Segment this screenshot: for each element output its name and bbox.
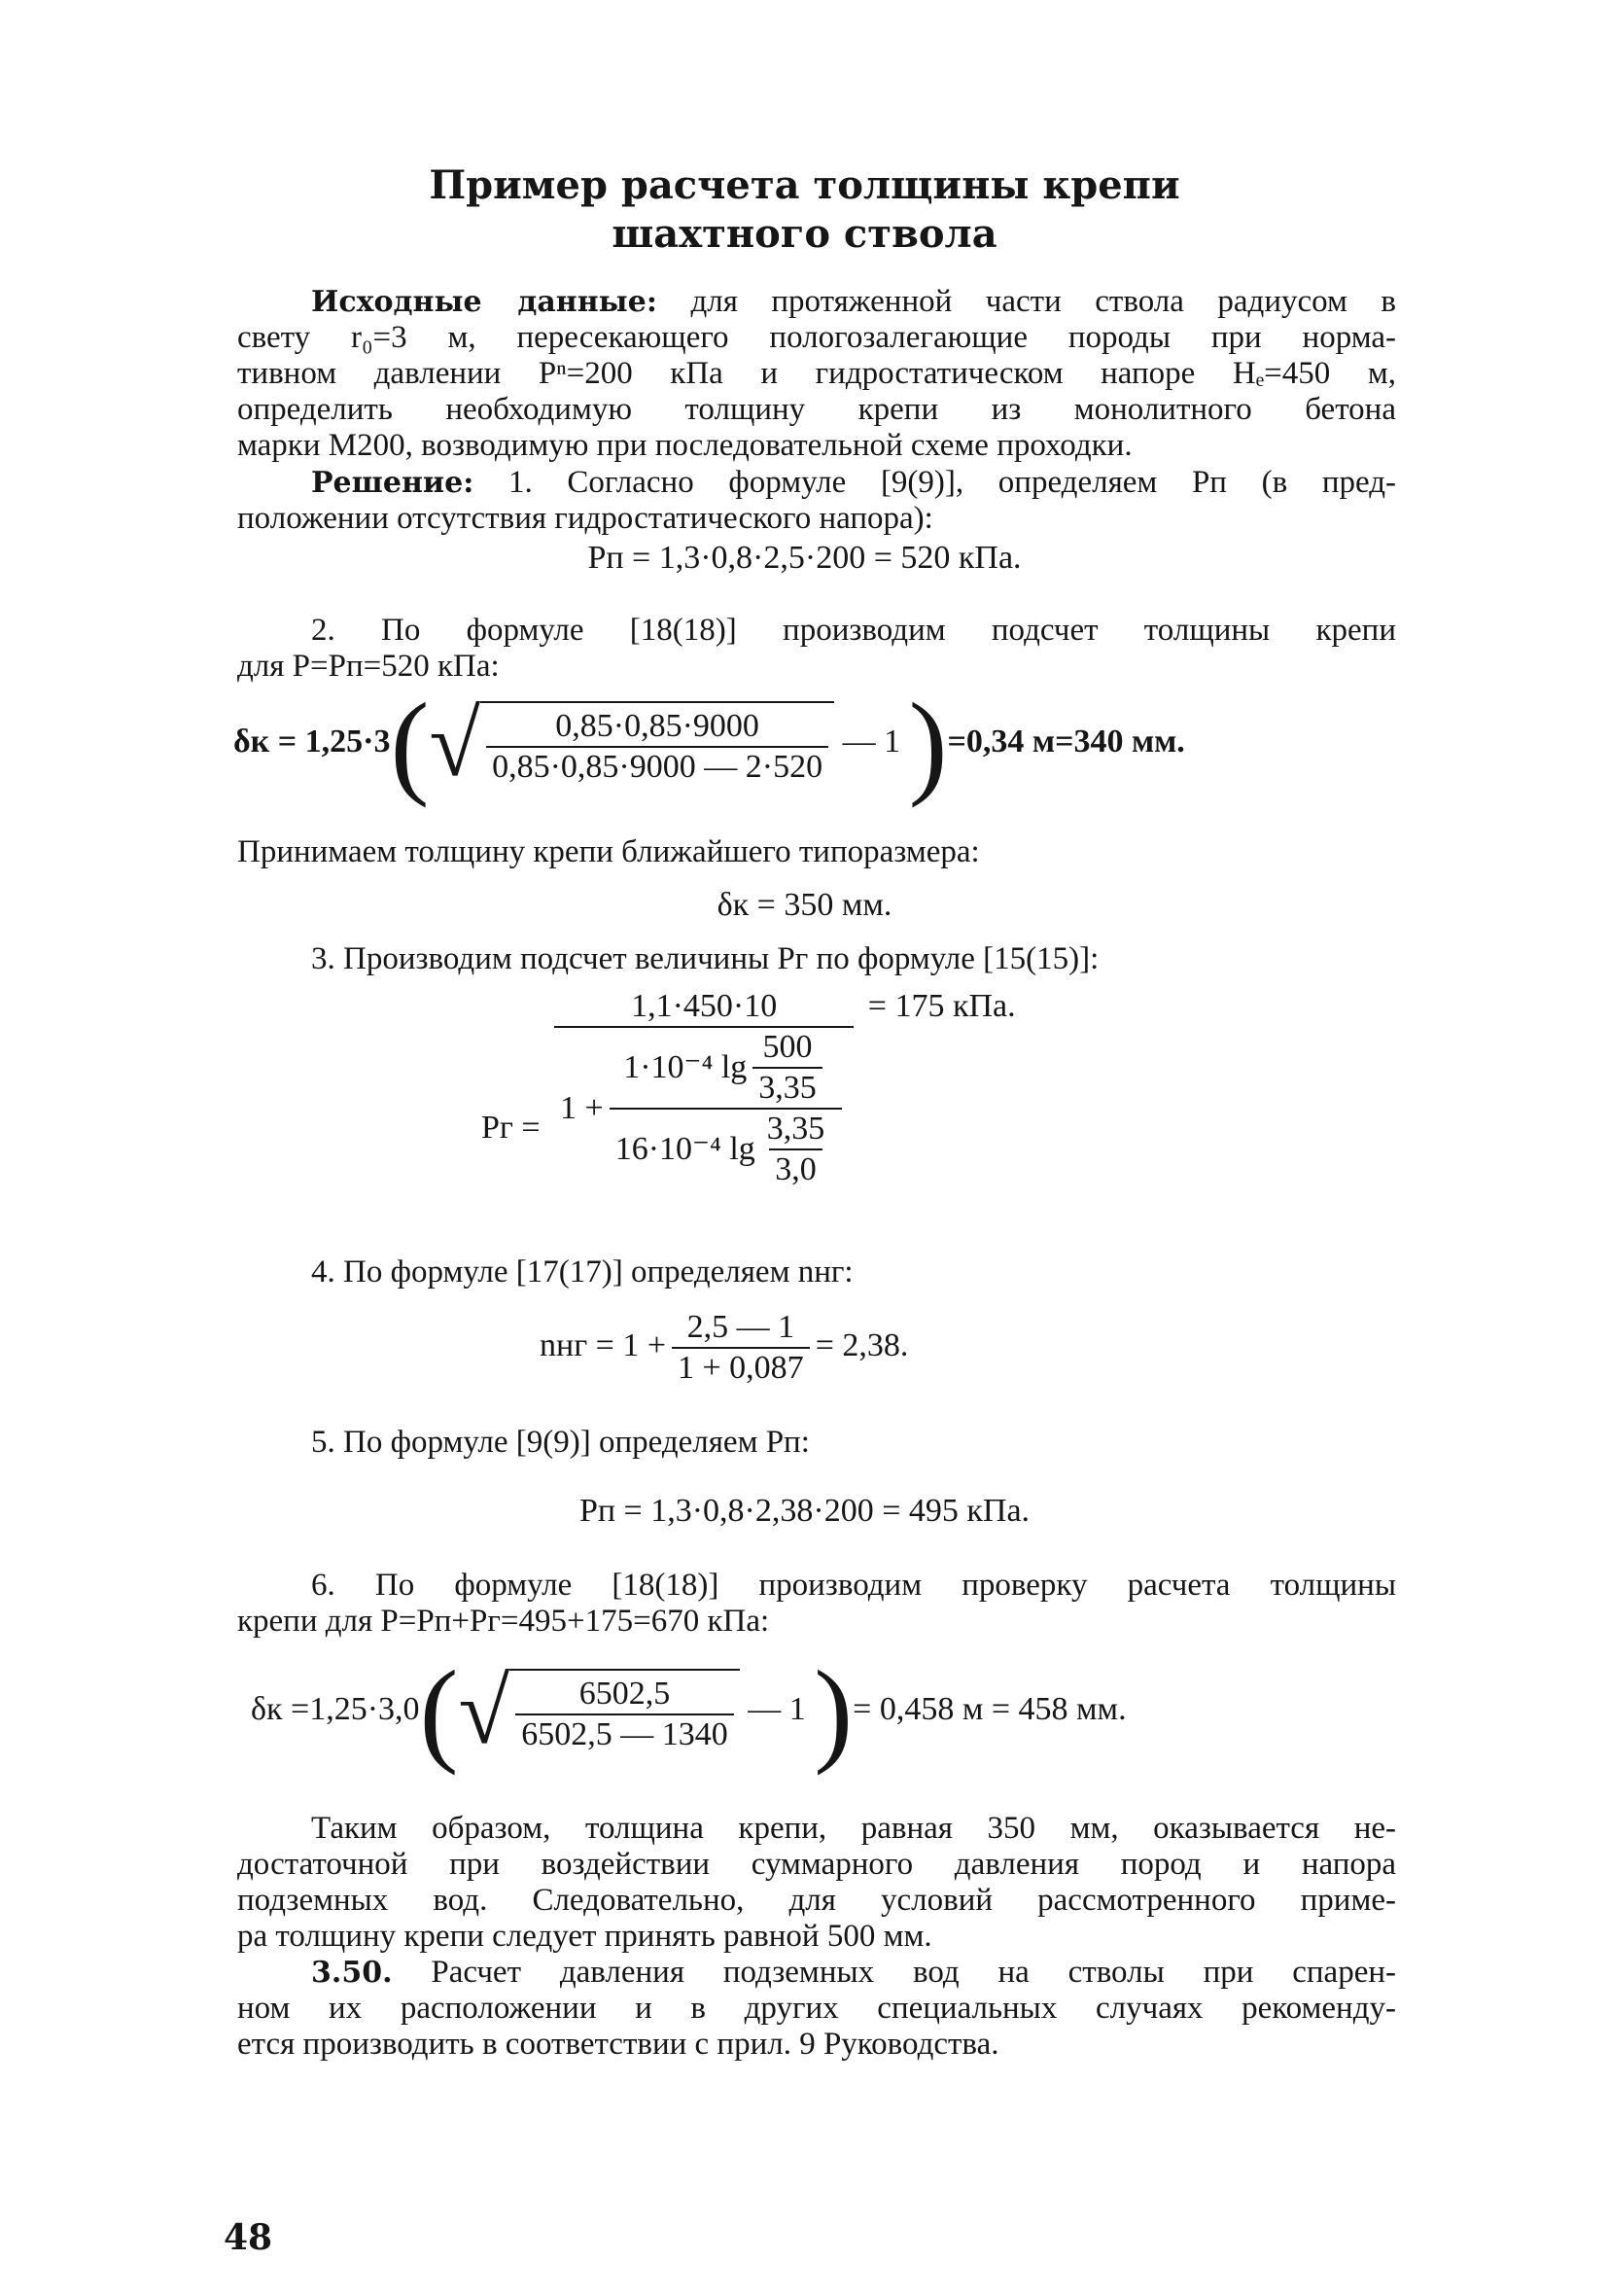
equation-result: =0,34 м=340 мм.	[947, 723, 1185, 759]
equation-p-n: Pп = 1,3·0,8·2,5·200 = 520 кПа.	[587, 540, 1022, 576]
conclusion-line: подземных вод. Следовательно, для условий рассмотренного приме-	[237, 1883, 1396, 1918]
solution-line: 1. Согласно формуле [9(9)], определяем Pп (в пред-	[508, 465, 1396, 500]
equation-delta-accepted: δк = 350 мм.	[717, 887, 892, 923]
minus-one: — 1	[748, 1690, 806, 1727]
solution-paragraph	[237, 465, 1396, 537]
step-3-text: 3. Производим подсчет величины Pг по формуле [15(15)]:	[311, 941, 1100, 976]
step-6-paragraph	[237, 1568, 1396, 1640]
step-2-line: 2. По формуле [18(18)] производим подсчет толщины крепи	[311, 613, 1396, 648]
step-4-paragraph	[237, 1254, 1396, 1290]
fraction-numerator: 0,85·0,85·9000	[555, 708, 759, 744]
clause-line: Расчет давления подземных вод на стволы при спарен-	[431, 1955, 1396, 1990]
conclusion-line: Таким образом, толщина крепи, равная 350 мм, оказывается не-	[311, 1811, 1396, 1846]
clause-line: ном их расположении и в других специальных случаях рекоменду-	[237, 1991, 1396, 2026]
minus-one: — 1	[842, 723, 901, 759]
equation-delta-1: δк = 1,25·3(√ $\frac{0,85\cdot 0,85\cdot 9000}{0,85\cdot 0,85\cdot 9000 — 2\cdot 520}$ — 1 )=0,34 м=340 мм.	[233, 679, 1185, 808]
equation-p-g	[481, 987, 1016, 1189]
lg-den-top: 3,35	[766, 1111, 825, 1147]
fraction-numerator: 1,1·450·10	[631, 988, 778, 1024]
intro-paragraph	[237, 284, 1396, 464]
clause-3-50-paragraph	[237, 1955, 1396, 2063]
step-6-line: крепи для P=Pп+Pг=495+175=670 кПа:	[237, 1604, 770, 1639]
intro-line: тивном давлении Pⁿ=200 кПа и гидростатическом напоре Hₑ=450 м,	[237, 356, 1396, 391]
equation-lhs: δк =1,25·3,0	[251, 1690, 420, 1727]
conclusion-paragraph	[237, 1811, 1396, 1955]
coef-den: 16·10⁻⁴ lg	[614, 1131, 755, 1167]
step-4-text: 4. По формуле [17(17)] определяем nнг:	[311, 1254, 854, 1289]
coef-num: 1·10⁻⁴ lg	[623, 1049, 748, 1085]
intro-lead: Исходные данные:	[311, 285, 657, 319]
section-title-line-2: шахтного ствола	[612, 211, 997, 257]
fraction-numerator: 6502,5	[578, 1676, 671, 1712]
intro-line: свету r₀=3 м, пересекающего пологозалегающие породы при норма-	[237, 320, 1396, 355]
equation-result: = 0,458 м = 458 мм.	[853, 1690, 1127, 1727]
lg-num-bottom: 3,35	[752, 1067, 822, 1108]
intro-line: для протяженной части ствола радиусом в	[690, 284, 1396, 319]
conclusion-line: достаточной при воздействии суммарного давления пород и напора	[237, 1847, 1396, 1882]
step-3-paragraph	[237, 941, 1396, 977]
equation-lhs: Pг =	[481, 1110, 541, 1146]
solution-line: положении отсутствия гидростатического напора):	[237, 501, 933, 536]
accept-paragraph	[237, 834, 1396, 870]
step-6-line: 6. По формуле [18(18)] производим проверку расчета толщины	[311, 1568, 1396, 1603]
fraction-denominator: 6502,5 — 1340	[515, 1713, 734, 1754]
equation-lhs: nнг = 1 +	[540, 1326, 666, 1363]
conclusion-line: ра толщину крепи следует принять равной 500 мм.	[237, 1919, 932, 1954]
equation-n-g	[540, 1308, 908, 1388]
one-plus: 1 +	[560, 1090, 604, 1126]
equation-result: = 175 кПа.	[867, 988, 1016, 1024]
accept-text: Принимаем толщину крепи ближайшего типоразмера:	[237, 834, 980, 869]
clause-line: ется производить в соответствии с прил. 9 Руководства.	[237, 2027, 999, 2062]
intro-line: определить необходимую толщину крепи из монолитного бетона	[237, 392, 1396, 427]
step-5-paragraph	[237, 1425, 1396, 1461]
fraction-denominator: 0,85·0,85·9000 — 2·520	[486, 746, 828, 787]
equation-delta-2: δк =1,25·3,0(√ $\frac{6502,5}{6502,5 — 1340}$ — 1 )= 0,458 м = 458 мм.	[251, 1646, 1127, 1776]
lg-den-bottom: 3,0	[769, 1148, 822, 1189]
page-number: 48	[224, 2217, 273, 2258]
solution-lead: Решение:	[311, 466, 474, 500]
fraction-denominator: 1 + 0,087	[672, 1347, 810, 1388]
section-title-line-1: Пример расчета толщины крепи	[429, 162, 1180, 208]
equation-result: = 2,38.	[815, 1326, 909, 1363]
step-2-line: для P=Pп=520 кПа:	[237, 649, 500, 684]
equation-lhs: δк = 1,25·3	[233, 723, 391, 759]
lg-num-top: 500	[762, 1029, 813, 1065]
step-5-text: 5. По формуле [9(9)] определяем Pп:	[311, 1425, 810, 1460]
equation-p-n-2: Pп = 1,3·0,8·2,38·200 = 495 кПа.	[578, 1493, 1031, 1529]
clause-number: 3.50.	[311, 1956, 393, 1990]
intro-line: марки М200, возводимую при последовательной схеме проходки.	[237, 428, 1133, 463]
step-2-paragraph	[237, 613, 1396, 685]
fraction-numerator: 2,5 — 1	[686, 1309, 795, 1345]
